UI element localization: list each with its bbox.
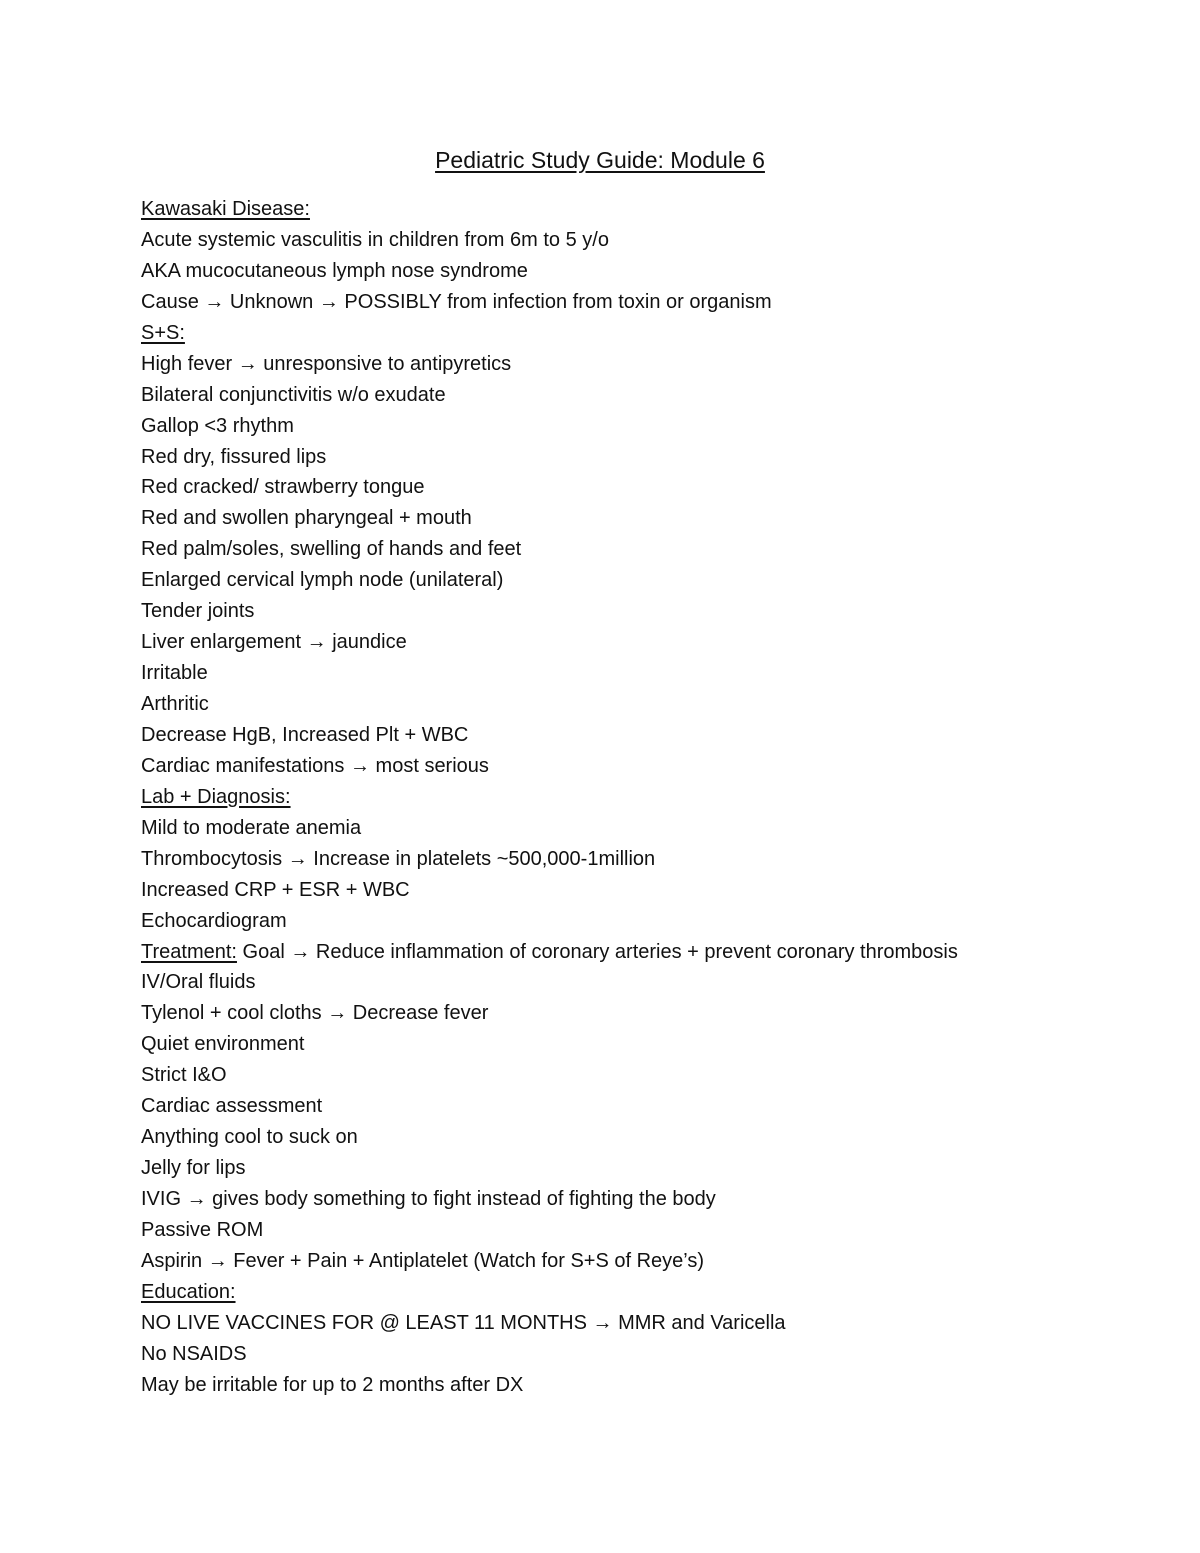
text-line xyxy=(141,1122,1181,1153)
section-heading-line xyxy=(141,1277,1181,1308)
text-line xyxy=(141,844,1181,875)
line-text: Anything cool to suck on xyxy=(141,1126,358,1149)
line-text: Liver enlargement → jaundice xyxy=(141,631,407,654)
line-text: Irritable xyxy=(141,662,208,685)
text-line xyxy=(141,998,1181,1029)
text-line xyxy=(141,967,1181,998)
line-text: Mild to moderate anemia xyxy=(141,816,362,839)
line-text: Gallop <3 rhythm xyxy=(141,414,294,437)
line-text: Tylenol + cool cloths → Decrease fever xyxy=(141,1002,489,1025)
text-line xyxy=(141,472,1181,503)
section-heading-line xyxy=(141,194,1181,225)
text-line xyxy=(141,596,1181,627)
text-line xyxy=(141,1029,1181,1060)
line-text: Thrombocytosis → Increase in platelets ~500,000-1million xyxy=(141,847,656,870)
line-text: Cardiac manifestations → most serious xyxy=(141,754,489,777)
line-text: Cardiac assessment xyxy=(141,1095,323,1118)
line-text: Bilateral conjunctivitis w/o exudate xyxy=(141,383,446,406)
text-line xyxy=(141,256,1181,287)
line-text: Decrease HgB, Increased Plt + WBC xyxy=(141,723,469,746)
line-text: Cause → Unknown → POSSIBLY from infection from toxin or organism xyxy=(141,290,772,313)
line-text: NO LIVE VACCINES FOR @ LEAST 11 MONTHS → MMR and Varicella xyxy=(141,1311,786,1334)
section-heading: S+S: xyxy=(141,321,185,344)
line-text: Quiet environment xyxy=(141,1033,305,1056)
line-text: Jelly for lips xyxy=(141,1157,246,1180)
line-text: High fever → unresponsive to antipyretics xyxy=(141,352,512,375)
line-text: Tender joints xyxy=(141,600,255,623)
text-line xyxy=(141,1215,1181,1246)
text-line xyxy=(141,287,1181,318)
text-line xyxy=(141,225,1181,256)
line-text: AKA mucocutaneous lymph nose syndrome xyxy=(141,259,528,282)
text-line xyxy=(141,689,1181,720)
line-text: Echocardiogram xyxy=(141,909,287,932)
text-line xyxy=(141,1308,1181,1339)
document-body xyxy=(141,194,1181,1401)
text-line xyxy=(141,1091,1181,1122)
text-line xyxy=(141,1060,1181,1091)
line-text: IVIG → gives body something to fight instead of fighting the body xyxy=(141,1188,716,1210)
line-text: Arthritic xyxy=(141,693,209,715)
text-line xyxy=(141,503,1181,534)
section-heading: Lab + Diagnosis: xyxy=(141,785,291,808)
text-line xyxy=(141,411,1181,442)
line-text: IV/Oral fluids xyxy=(141,971,256,994)
text-line xyxy=(141,565,1181,596)
text-line xyxy=(141,1246,1181,1277)
line-text: Red dry, fissured lips xyxy=(141,445,327,468)
line-text: Enlarged cervical lymph node (unilateral) xyxy=(141,569,504,592)
line-text: Acute systemic vasculitis in children from 6m to 5 y/o xyxy=(141,228,609,251)
text-line xyxy=(141,1370,1181,1401)
section-heading: Kawasaki Disease: xyxy=(141,198,310,220)
text-line xyxy=(141,875,1181,906)
line-text: No NSAIDS xyxy=(141,1342,247,1365)
text-line xyxy=(141,658,1181,689)
section-heading: Education: xyxy=(141,1280,236,1303)
text-line xyxy=(141,442,1181,473)
section-heading-line xyxy=(141,782,1181,813)
text-line xyxy=(141,534,1181,565)
line-text: Strict I&O xyxy=(141,1064,227,1087)
text-line xyxy=(141,627,1181,658)
section-heading-line xyxy=(141,318,1181,349)
line-text: Passive ROM xyxy=(141,1218,264,1241)
line-text: Red and swollen pharyngeal + mouth xyxy=(141,507,472,530)
text-line xyxy=(141,1339,1181,1370)
text-line xyxy=(141,751,1181,782)
section-heading-line xyxy=(141,937,1181,968)
line-text: May be irritable for up to 2 months after DX xyxy=(141,1373,524,1396)
text-line xyxy=(141,1153,1181,1184)
text-line xyxy=(141,1184,1181,1215)
text-line xyxy=(141,349,1181,380)
text-line xyxy=(141,720,1181,751)
line-text: Increased CRP + ESR + WBC xyxy=(141,878,410,901)
line-text: Aspirin → Fever + Pain + Antiplatelet (Watch for S+S of Reye’s) xyxy=(141,1249,705,1272)
text-line xyxy=(141,813,1181,844)
document-title: Pediatric Study Guide: Module 6 xyxy=(435,147,765,173)
line-text: Red palm/soles, swelling of hands and feet xyxy=(141,538,522,561)
text-line xyxy=(141,380,1181,411)
section-heading: Treatment: xyxy=(141,940,237,963)
line-text: Goal → Reduce inflammation of coronary arteries + prevent coronary thrombosis xyxy=(236,940,958,963)
line-text: Red cracked/ strawberry tongue xyxy=(141,476,425,499)
text-line xyxy=(141,906,1181,937)
